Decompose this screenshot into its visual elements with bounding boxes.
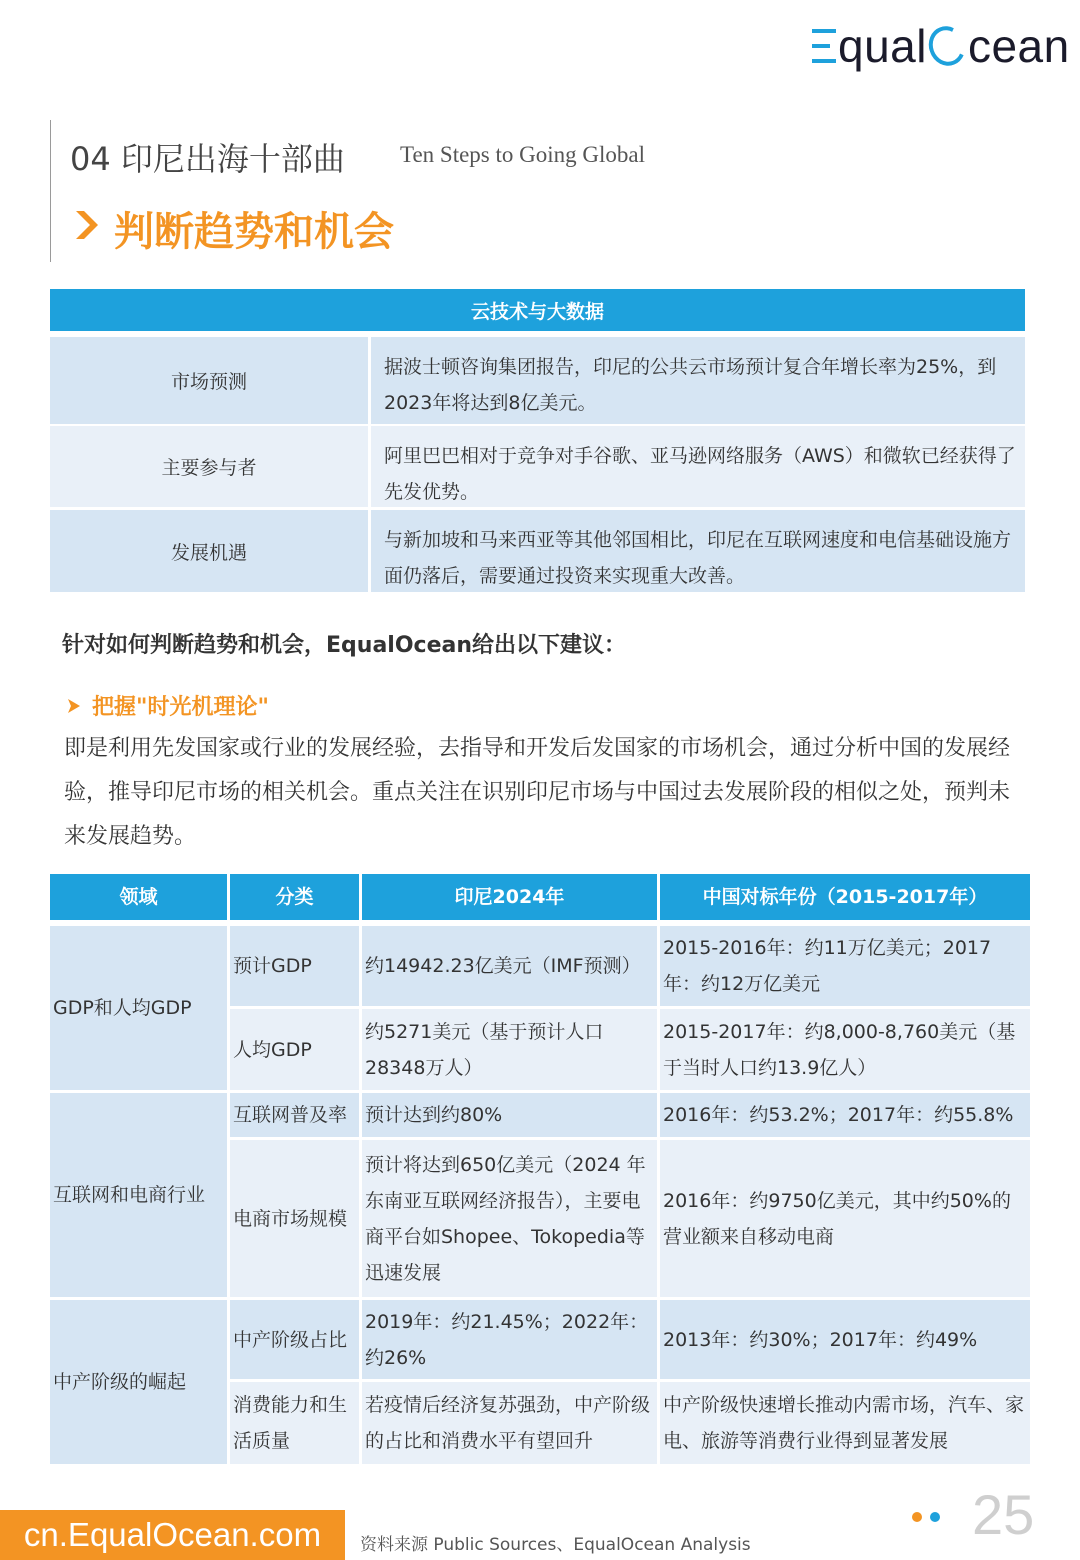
table-cell: 预计达到约80% bbox=[362, 1093, 657, 1137]
orange-dot-icon bbox=[912, 1512, 922, 1522]
page-heading: 判断趋势和机会 bbox=[114, 209, 394, 255]
row-key: 发展机遇 bbox=[170, 541, 247, 564]
section-subtitle: Ten Steps to Going Global bbox=[400, 142, 645, 167]
advice-heading: 针对如何判断趋势和机会，EqualOcean给出以下建议： bbox=[62, 633, 626, 658]
group-cell: 中产阶级的崛起 bbox=[50, 1300, 227, 1464]
logo-e-mark bbox=[812, 29, 836, 63]
table-cell: 消费能力和生活质量 bbox=[230, 1382, 359, 1464]
table-cell: 若疫情后经济复苏强劲，中产阶级的占比和消费水平有望回升 bbox=[362, 1382, 657, 1464]
row-key: 市场预测 bbox=[170, 371, 247, 393]
table-cell: 人均GDP bbox=[230, 1009, 359, 1090]
row-key: 主要参与者 bbox=[161, 457, 257, 479]
table-cell: 中产阶级快速增长推动内需市场，汽车、家电、旅游等消费行业得到显著发展 bbox=[660, 1382, 1030, 1464]
cloud-table-row bbox=[50, 510, 1025, 592]
table-cell: 2016年：约53.2%；2017年：约55.8% bbox=[660, 1093, 1030, 1137]
blue-dot-icon bbox=[930, 1512, 940, 1522]
group-cell: GDP和人均GDP bbox=[50, 926, 227, 1090]
table-cell: 2015-2016年：约11万亿美元；2017年：约12万亿美元 bbox=[660, 926, 1030, 1006]
footer-source: 资料来源 Public Sources、EqualOcean Analysis bbox=[360, 1535, 751, 1555]
table-cell: 电商市场规模 bbox=[230, 1140, 359, 1297]
row-value: 与新加坡和马来西亚等其他邻国相比，印尼在互联网速度和电信基础设施方面仍落后，需要通过投资来实现重大改善。 bbox=[384, 529, 1012, 587]
table-cell: 预计GDP bbox=[230, 926, 359, 1006]
table-cell: 约5271美元（基于预计人口28348万人） bbox=[362, 1009, 657, 1090]
table-cell: 预计将达到650亿美元（2024 年东南亚互联网经济报告），主要电商平台如Shopee、Tokopedia等迅速发展 bbox=[362, 1140, 657, 1297]
table-header-cell: 中国对标年份（2015-2017年） bbox=[660, 874, 1030, 920]
table-cell: 互联网普及率 bbox=[230, 1093, 359, 1137]
row-value: 阿里巴巴相对于竞争对手谷歌、亚马逊网络服务（AWS）和微软已经获得了先发优势。 bbox=[384, 445, 1016, 503]
table-cell: 2013年：约30%；2017年：约49% bbox=[660, 1300, 1030, 1379]
cloud-table-row bbox=[50, 426, 1025, 507]
table-cell: 2016年：约9750亿美元，其中约50%的营业额来自移动电商 bbox=[660, 1140, 1030, 1297]
subheading bbox=[66, 690, 269, 721]
arrow-right-icon bbox=[66, 697, 82, 715]
table-cell: 中产阶级占比 bbox=[230, 1300, 359, 1379]
footer-url[interactable]: cn.EqualOcean.com bbox=[0, 1510, 345, 1560]
body-paragraph: 即是利用先发国家或行业的发展经验，去指导和开发后发国家的市场机会，通过分析中国的发展经验，推导印尼市场的相关机会。重点关注在识别印尼市场与中国过去发展阶段的相似之处，预判未来发展趋势。 bbox=[64, 736, 1011, 849]
table-header-cell: 印尼2024年 bbox=[362, 874, 657, 920]
chevron-right-icon bbox=[72, 205, 102, 245]
equalocean-logo bbox=[812, 18, 1070, 74]
page-number: 25 bbox=[972, 1483, 1035, 1546]
table-cell: 2019年：约21.45%；2022年：约26% bbox=[362, 1300, 657, 1379]
table-cell: 约14942.23亿美元（IMF预测） bbox=[362, 926, 657, 1006]
cloud-table-header: 云技术与大数据 bbox=[50, 289, 1025, 331]
table-cell: 2015-2017年：约8,000-8,760美元（基于当时人口约13.9亿人） bbox=[660, 1009, 1030, 1090]
table-header-cell: 分类 bbox=[230, 874, 359, 920]
logo-text-ocean: cean bbox=[967, 20, 1070, 72]
section-divider bbox=[50, 120, 51, 262]
table-header-cell: 领域 bbox=[50, 874, 227, 920]
subheading-text: 把握"时光机理论" bbox=[92, 695, 269, 720]
logo-text-equal: qual bbox=[838, 20, 927, 72]
row-value: 据波士顿咨询集团报告，印尼的公共云市场预计复合年增长率为25%，到2023年将达到8亿美元。 bbox=[384, 356, 997, 414]
cloud-table-row bbox=[50, 337, 1025, 424]
group-cell: 互联网和电商行业 bbox=[50, 1093, 227, 1297]
section-title: 04 印尼出海十部曲 bbox=[70, 140, 345, 178]
logo-o-mark bbox=[923, 21, 971, 71]
